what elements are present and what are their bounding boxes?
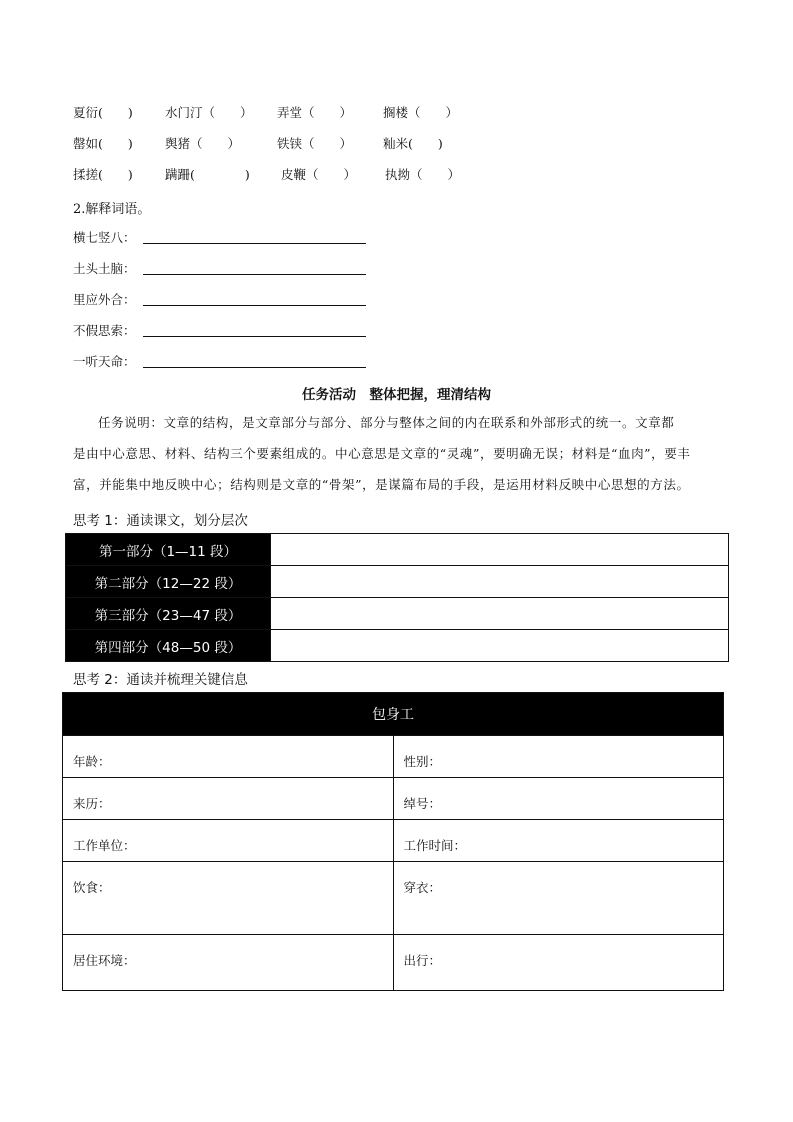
vocab-item: 执拗（ ） bbox=[385, 167, 461, 182]
answer-line[interactable] bbox=[143, 305, 366, 306]
vocab-row-1 bbox=[0, 103, 793, 123]
definition-row bbox=[73, 228, 373, 248]
vocab-item: 水门汀（ ） bbox=[165, 105, 253, 120]
info-cell[interactable]: 来历： bbox=[63, 778, 394, 820]
vocab-item: 铁铗（ ） bbox=[277, 136, 353, 151]
info-cell[interactable]: 出行： bbox=[393, 935, 724, 991]
vocab-item: 皮鞭（ ） bbox=[281, 167, 357, 182]
part-answer-cell[interactable] bbox=[271, 566, 729, 598]
vocab-item: 揉搓( ) bbox=[73, 167, 133, 182]
table-row bbox=[66, 534, 729, 566]
definition-label: 一听天命： bbox=[73, 354, 136, 369]
table-row bbox=[63, 935, 724, 991]
task-paragraph-line: 富，并能集中地反映中心；结构则是文章的“骨架”，是谋篇布局的手段，是运用材料反映中心思想的方法。 bbox=[73, 477, 690, 492]
vocab-item: 罄如( ) bbox=[73, 136, 133, 151]
table-row bbox=[66, 598, 729, 630]
table-row bbox=[63, 778, 724, 820]
definition-row bbox=[73, 290, 373, 310]
info-cell[interactable]: 年龄： bbox=[63, 736, 394, 778]
vocab-item: 舆猪（ ） bbox=[165, 136, 241, 151]
info-cell[interactable]: 工作时间： bbox=[393, 820, 724, 862]
info-cell[interactable]: 工作单位： bbox=[63, 820, 394, 862]
table-row bbox=[63, 862, 724, 935]
task-paragraph-line: 是由中心意思、材料、结构三个要素组成的。中心意思是文章的“灵魂”，要明确无误；材料是“血肉”，要丰 bbox=[73, 446, 691, 461]
part-answer-cell[interactable] bbox=[271, 598, 729, 630]
definition-label: 不假思索： bbox=[73, 323, 136, 338]
vocab-row-2 bbox=[0, 134, 793, 154]
task-paragraph-line: 任务说明：文章的结构，是文章部分与部分、部分与整体之间的内在联系和外部形式的统一。文章都 bbox=[98, 415, 675, 430]
explain-title: 2.解释词语。 bbox=[73, 202, 151, 217]
definition-row bbox=[73, 321, 373, 341]
structure-table bbox=[65, 533, 729, 662]
answer-line[interactable] bbox=[143, 274, 366, 275]
answer-line[interactable] bbox=[143, 367, 366, 368]
definition-label: 横七竖八： bbox=[73, 230, 136, 245]
vocab-item: 籼米( ) bbox=[383, 136, 443, 151]
part-label: 第三部分（23—47 段） bbox=[66, 598, 271, 630]
info-table-header: 包身工 bbox=[63, 693, 724, 736]
table-row bbox=[66, 630, 729, 662]
part-label: 第一部分（1—11 段） bbox=[66, 534, 271, 566]
info-table bbox=[62, 692, 724, 991]
table-row bbox=[63, 736, 724, 778]
think1-title: 思考 1：通读课文，划分层次 bbox=[73, 513, 248, 529]
table-row bbox=[66, 566, 729, 598]
info-cell[interactable]: 性别： bbox=[393, 736, 724, 778]
answer-line[interactable] bbox=[143, 336, 366, 337]
think2-title: 思考 2：通读并梳理关键信息 bbox=[73, 672, 248, 688]
part-answer-cell[interactable] bbox=[271, 630, 729, 662]
vocab-item: 搁楼（ ） bbox=[383, 105, 459, 120]
table-row bbox=[63, 820, 724, 862]
info-cell[interactable]: 穿衣： bbox=[393, 862, 724, 935]
info-cell[interactable]: 饮食： bbox=[63, 862, 394, 935]
vocab-item: 夏衍( ) bbox=[73, 105, 133, 120]
info-cell[interactable]: 居住环境： bbox=[63, 935, 394, 991]
table-header-row bbox=[63, 693, 724, 736]
definition-row bbox=[73, 259, 373, 279]
vocab-row-3 bbox=[0, 165, 793, 185]
part-answer-cell[interactable] bbox=[271, 534, 729, 566]
part-label: 第二部分（12—22 段） bbox=[66, 566, 271, 598]
definition-row bbox=[73, 352, 373, 372]
definition-label: 土头土脑： bbox=[73, 261, 136, 276]
part-label: 第四部分（48—50 段） bbox=[66, 630, 271, 662]
definition-label: 里应外合： bbox=[73, 292, 136, 307]
answer-line[interactable] bbox=[143, 243, 366, 244]
task-title: 任务活动 整体把握，理清结构 bbox=[302, 387, 491, 403]
vocab-item: 蹒跚( ) bbox=[165, 167, 250, 182]
vocab-item: 弄堂（ ） bbox=[277, 105, 353, 120]
info-cell[interactable]: 绰号： bbox=[393, 778, 724, 820]
